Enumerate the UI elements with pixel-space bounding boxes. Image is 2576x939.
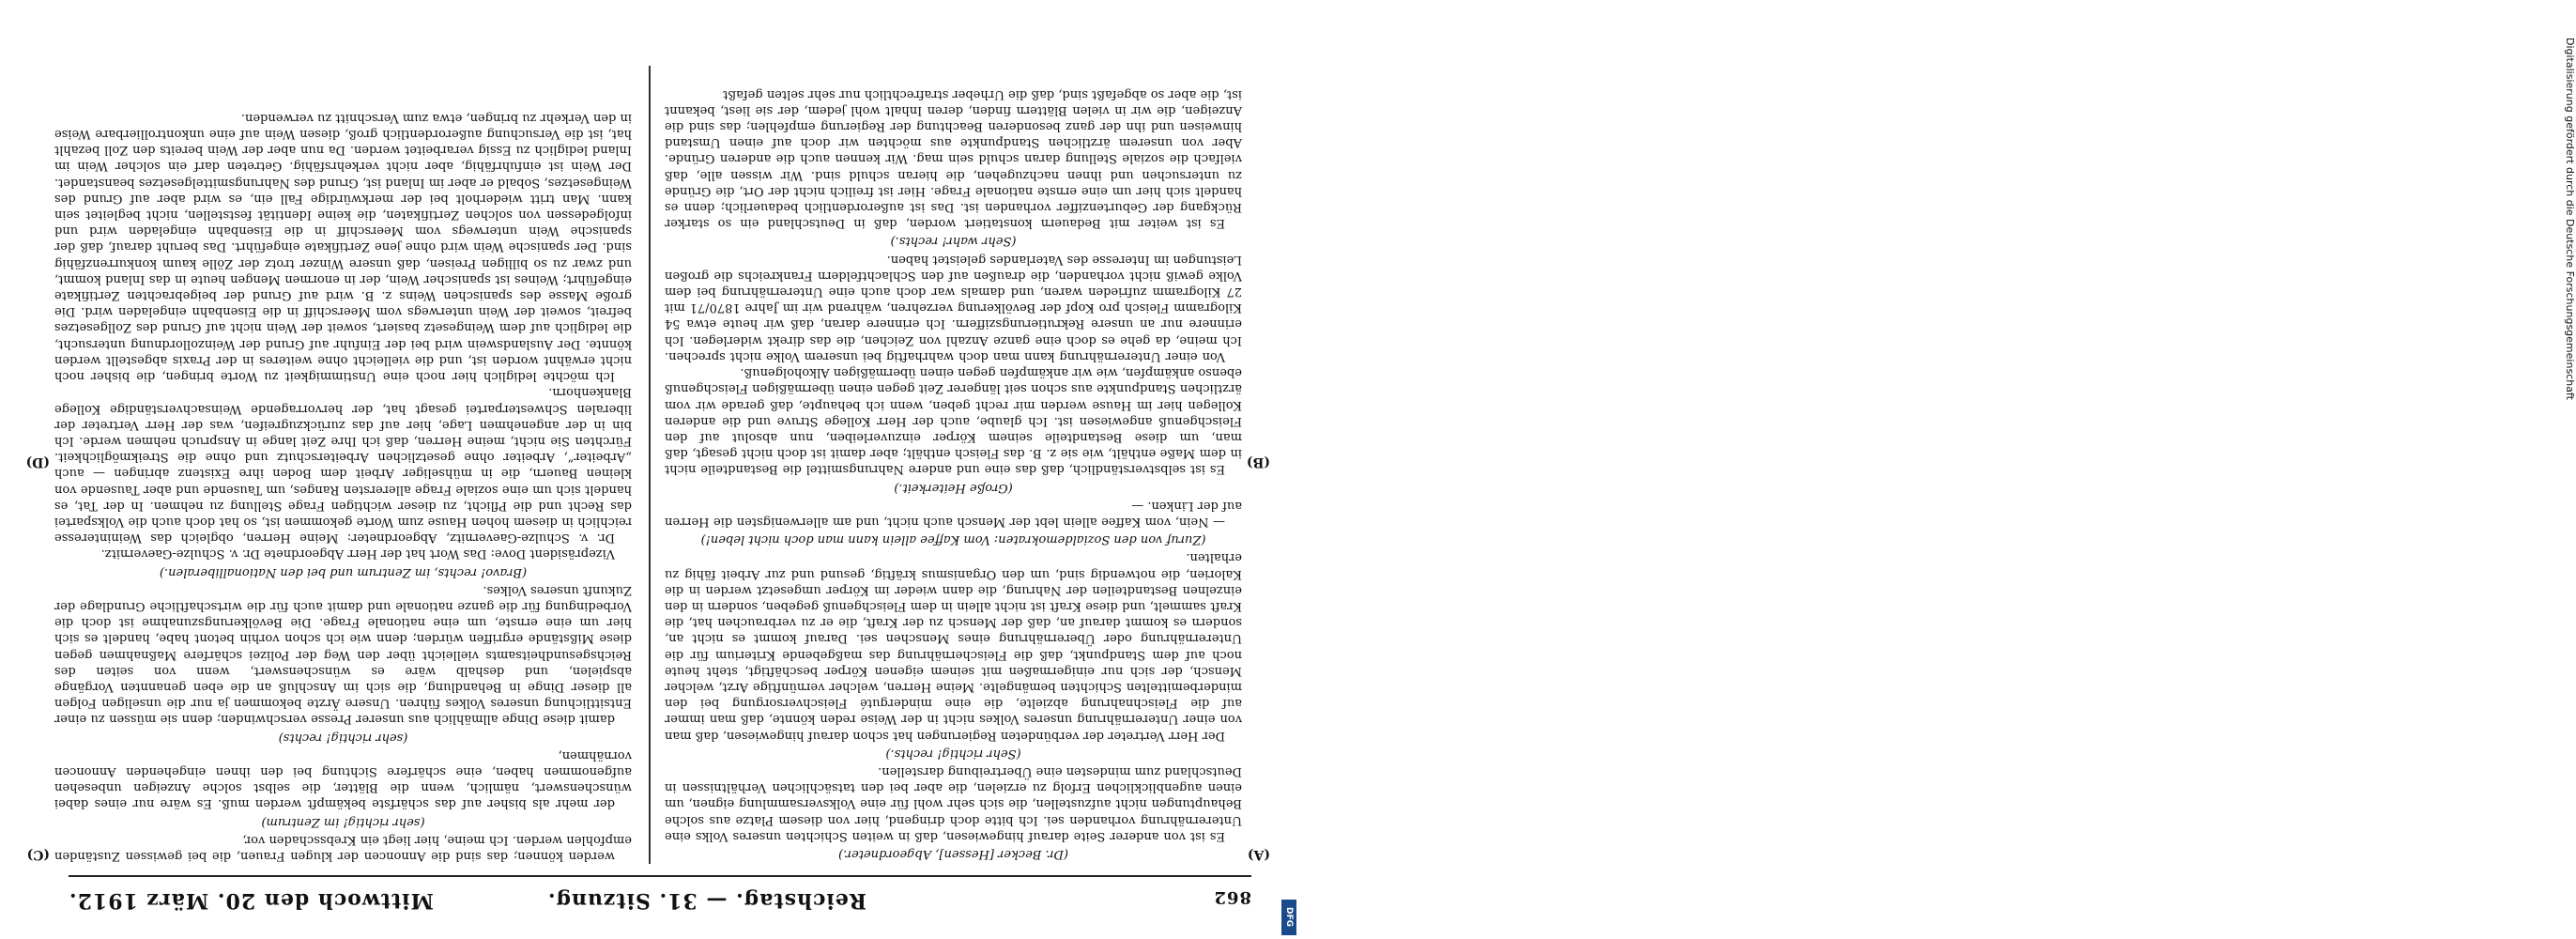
interjection: (sehr richtig! im Zentrum): [261, 814, 425, 829]
margin-letter-c: (C): [26, 847, 50, 862]
interjection: (Zuruf von den Sozialdemokraten: Vom Kaffee allein kann man doch nicht leben!): [700, 532, 1206, 547]
digitization-note: [1278, 38, 2576, 939]
right-text-column: [54, 56, 632, 864]
paragraph: Ich möchte lediglich hier noch eine Unstimmigkeit zu Worte bringen, die bisher noch nicht erwähnt worden ist, und die vielleicht ohne weiteres in der Praxis abgestellt werden könnte. Der Auslandswein wird bei der Einfuhr auf Grund der Weinzollordnung untersucht, die lediglich auf dem Weingesetz basiert, soweit der Wein nicht auf Grund des Zollgesetzes befreit, soweit der Wein unterwegs vom Meerschiff in die Eisenbahn eingeladen wird. Die große Masse des spanischen Weins z. B. wird auf Grund der beigebrachten Zertifikate eingeführt; Weines ist spanischer Wein, der in enormen Mengen heute in das Inland kommt, und zwar zu so billigen Preisen, daß unsere Winzer trotz der Zölle kaum konkurrenzfähig sind. Der spanische Wein wird ohne jene Zertifikate eingeführt. Das beruht darauf, daß der spanische Wein unterwegs vom Meerschiff in die Eisenbahn eingeladen wird und infolgedessen von solchen Zertifikaten, die keine Identität feststellen, nicht begleitet sein kann. Man tritt wiederholt bei der merkwürdige Fall ein, es wird aber auf Grund des Weingesetzes, Sobald er aber im Inland ist, Grund des Nahrungsmittelgesetzes beanstandet. Der Wein ist einfuhrfähig, aber nicht verkehrsfähig. Getreten darf ein solcher Wein im Inland lediglich zu Essig verarbeitet werden. Da nun aber der Wein bereits den Zoll bezahlt hat, ist die Versuchung außerordentlich groß, diesen Wein auf eine unkontrollierbare Weise in den Verkehr zu bringen, etwa zum Verschnitt zu verwenden.: [54, 110, 632, 384]
margin-letter-d: (D): [25, 454, 50, 470]
interjection: (Bravo! rechts, im Zentrum und bei den Nationalliberalen.): [159, 564, 528, 579]
paragraph: Der Herr Vertreter der verbündeten Regierungen hat schon darauf hingewiesen, daß man von einer Unterernährung unseres Volkes nicht in der Weise reden könnte, daß man immer auf die Fleischnahrung abzielte, die eine minderguté Fleischversorgung bei den minderbemittelten Schichten bemängelte. Meine Herren, welcher vernünftige Arzt, welcher Mensch, der sich nur einigermaßen mit seinem eigenen Körper beschäftigt, steht heute noch auf dem Standpunkt, daß die Fleischernährung das maßgebende Kriterium für die Unterernährung oder Überernährung eines Menschen sei. Darauf kommt es nicht an, sondern es kommt darauf an, daß der Mensch zu der Kraft, die er zu verbrauchen hat, die Kraft sammelt, und diese Kraft ist nicht allein in dem Fleischgenuß gegeben, sondern in den einzelnen Bestandteilen der Nahrung, die dann wieder im Körper umgesetzt werden in die Kalorien, die notwendig sind, um den Organismus kräftig, gesund und zur Arbeit fähig zu erhalten.: [665, 550, 1242, 743]
left-text-column: [665, 56, 1242, 864]
dfg-logo: [1281, 900, 1296, 935]
paragraph: Vizepräsident Dove: Das Wort hat der Herr Abgeordnete Dr. v. Schulze-Gaevernitz.: [100, 546, 615, 562]
paragraph: Dr. v. Schulze-Gaevernitz, Abgeordneter: Meine Herren, obgleich das Weininteresse reichlich in diesem hohen Hause zum Worte gekommen ist, so hat doch auch die Volkspartei das Recht und die Pflicht, zu dieser wichtigen Frage Stellung zu nehmen. In der Tat, es handelt sich um eine soziale Frage allerersten Ranges, um Tausende und aber Tausende von kleinen Bauern, die in mühseliger Arbeit dem Boden ihre Existenz abringen — auch „Arbeiter“, Arbeiter ohne gesetzlichen Arbeiterschutz und ohne die Streikmöglichkeit. Fürchten Sie nicht, meine Herren, daß ich Ihre Zeit lange in Anspruch nehmen werde. Ich bin in der angenehmen Lage, hier auf das zurückzugreifen, was der Herr Vertreter der liberalen Schwesterpartei gesagt hat, der hervorragende Weinsachverständige Kollege Blankenhorn.: [54, 385, 632, 546]
paragraph: der mehr als bisher auf das schärfste bekämpft werden muß. Es wäre nur eines dabei wünschenswert, nämlich, wenn die Blätter, die selbst solche Anzeigen unbesehen aufgenommen haben, eine schärfere Sichtung bei den ihnen eingehenden Annoncen vornähmen,: [54, 747, 632, 811]
running-head-right-title: Mittwoch den 20. März 1912.: [69, 888, 434, 913]
interjection: (Sehr wahr! rechts.): [890, 234, 1017, 249]
interjection: (Große Heiterkeit.): [894, 480, 1013, 495]
digitization-note-text: Digitalisierung gefördert durch die Deutsche Forschungsgemeinschaft: [2564, 38, 2576, 400]
interjection: (Sehr richtig! rechts.): [885, 746, 1021, 761]
page-number: 862: [1213, 887, 1251, 907]
paragraph: damit diese Dinge allmählich aus unserer Presse verschwinden; denn sie müssen zu einer Entsittlichung unseres Volkes führen. Unsere Ärzte bekommen ja nur die unseligen Folgen all dieser Dinge in Behandlung, die sich im Anschluß an die eben genannten Vorgänge abspielen, und deshalb wäre es wünschenswert, wenn von seiten des Reichsgesundheitsamts vielleicht über den Weg der Polizei schärfere Maßnahmen gegen diese Mißstände ergriffen würden; denn wie ich schon vorhin betont habe, handelt es sich hier um eine ernste, um eine nationale Frage. Die Bevölkerungszunahme ist doch die Vorbedingung für die ganze nationale und damit auch für die wirtschaftliche Grundlage der Zukunft unseres Volkes.: [54, 582, 632, 727]
header-rule: [69, 875, 1251, 877]
interjection: (sehr richtig! rechts): [278, 730, 408, 745]
paragraph: werden können; das sind die Annoncen der klugen Frauen, die bei gewissen Zuständen empfohlen werden. Ich meine, hier liegt ein Krebsschaden vor,: [54, 832, 632, 863]
margin-letter-a: (A): [1247, 847, 1270, 862]
running-head: [69, 881, 1251, 913]
running-head-left-title: Reichstag. — 31. Sitzung.: [546, 888, 866, 913]
column-divider: [649, 66, 651, 864]
paragraph: Von einer Unterernährung kann man doch wahrhaftig bei unserem Volke nicht sprechen. Ich meine, da gehe es doch eine ganze Anzahl von Zeichen, die das direkt widerlegen. Ich erinnere nur an unsere Rekrutierungsziffern. Ich erinnere daran, daß wir heute etwa 54 Kilogramm Fleisch pro Kopf der Bevölkerung verzehren, während wir im Jahre 1870/71 mit 27 Kilogramm zufrieden waren, und damals war doch auch eine Unterernährung bei dem Volke gewiß nicht vorhanden, die draußen auf den Schlachtfeldern Frankreichs die großen Leistungen im Interesse des Vaterlandes geleistet haben.: [665, 252, 1242, 363]
paragraph: — Nein, vom Kaffee allein lebt der Mensch auch nicht, und am allerwenigsten die Herren auf der Linken. —: [665, 498, 1242, 529]
paragraph: Es ist selbstverständlich, daß das eine und andere Nahrungsmittel die Bestandteile nicht in dem Maße enthält, wie sie z. B. das Fleisch enthält; aber damit ist doch nicht gesagt, daß man, um diese Bestandteile seinem Körper einzuverleiben, nun absolut auf den Fleischgenuß angewiesen ist. Ich glaube, auch der Herr Kollege Struve und die anderen Kollegen hier im Hause werden mir recht geben, wenn ich behaupte, daß gerade wir vom ärztlichen Standpunkte aus schon seit längerer Zeit gegen einen übermäßigen Fleischgenuß ebenso ankämpfen, wie wir ankämpfen gegen einen übermäßigen Alkoholgenuß.: [665, 365, 1242, 477]
dfg-logo-text: DFG: [1284, 907, 1294, 928]
margin-letter-b: (B): [1246, 454, 1270, 470]
paragraph: Es ist weiter mit Bedauern konstatiert worden, daß in Deutschland ein so starker Rückgang der Geburtenziffer vorhanden ist. Das ist außerordentlich bedauerlich; denn es handelt sich hier um eine ernste nationale Frage. Hier ist freilich nicht der Ort, die Gründe zu untersuchen und ihnen nachzugehen, die hieran schuld sind. Wir wissen alle, daß vielfach die soziale Stellung daran schuld sein mag. Wir kennen auch die anderen Gründe. Aber von unserem ärztlichen Standpunkte aus möchten wir doch auf einen Umstand hinweisen und ihn der ganz besonderen Beachtung der Regierung empfehlen; das sind die Anzeigen, die wir in vielen Blättern finden, deren Inhalt wohl jedem, der sie liest, bekannt ist, die aber so abgefaßt sind, daß die Urheber strafrechtlich nur sehr selten gefaßt: [665, 86, 1242, 231]
paragraph: Es ist von anderer Seite darauf hingewiesen, daß in weiten Schichten unseres Volks eine Unterernährung vorhanden sei. Ich bitte doch dringend, hier von diesem Platze aus solche Behauptungen nicht aufzustellen, die sich sehr wohl für eine Volksversammlung eignen, um einen augenblicklichen Erfolg zu erzielen, die aber bei den tatsächlichen Verhältnissen in Deutschland zum mindesten eine Übertreibung darstellen.: [665, 763, 1242, 843]
interjection: (Dr. Becker [Hessen], Abgeordneter.): [838, 847, 1068, 861]
